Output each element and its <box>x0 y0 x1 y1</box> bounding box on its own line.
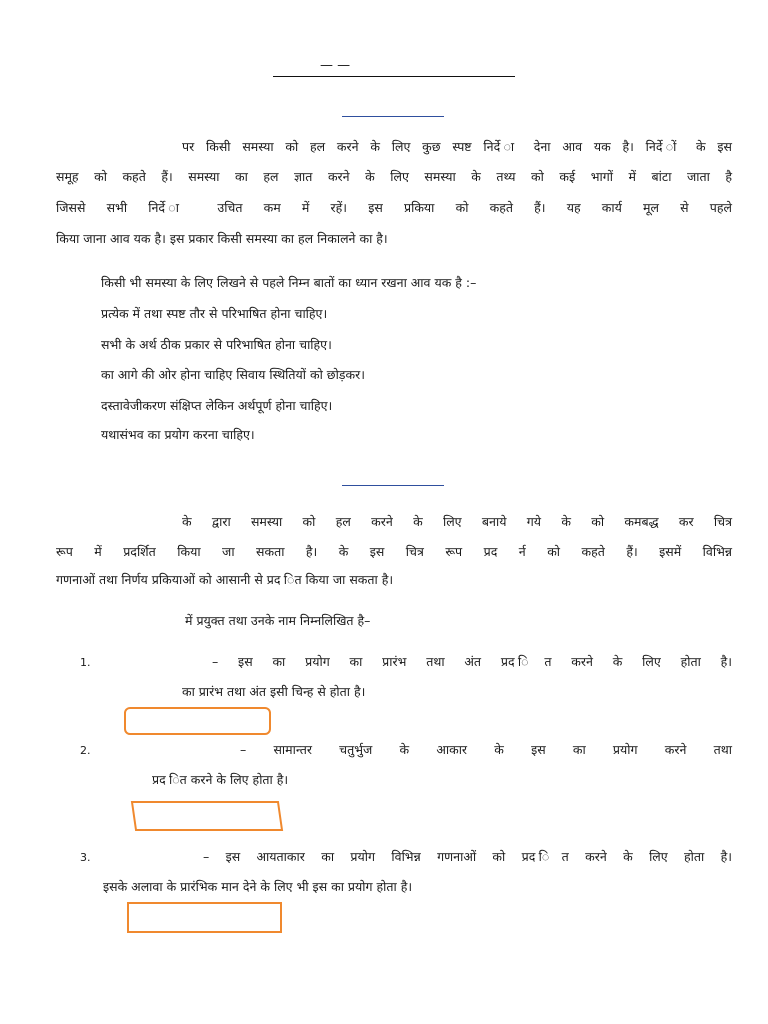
item-number: 1. <box>80 656 91 669</box>
item-number: 3. <box>80 851 91 864</box>
section2-heading-underline <box>342 485 444 486</box>
section1-list-item: यथासंभव का प्रयोग करना चाहिए। <box>101 427 255 442</box>
section1-list-item: किसी भी समस्या के लिए लिखने से पहले निम्न बातों का ध्यान रखना आव यक है :– <box>101 275 477 290</box>
section2-para-line-3: गणनाओं तथा निर्णय प्रकियाओं को आसानी से प्रद ित किया जा सकता है। <box>56 572 394 587</box>
section1-list-item: सभी के अर्थ ठीक प्रकार से परिभाषित होना चाहिए। <box>101 337 332 352</box>
terminal-shape-rounded-rectangle <box>124 707 271 735</box>
item-3-line-1: – इस आयताकार का प्रयोग विभिन्न गणनाओं को प्रद ित करने के लिए होता है। <box>203 849 732 864</box>
section1-para-line-4: किया जाना आव यक है। इस प्रकार किसी समस्या का हल निकालने का है। <box>56 231 388 246</box>
section2-intro: में प्रयुक्त तथा उनके नाम निम्नलिखित है– <box>185 613 371 628</box>
section1-list-item: प्रत्येक में तथा स्पष्ट तौर से परिभाषित होना चाहिए। <box>101 306 328 321</box>
section2-para-line-1: के द्वारा समस्या को हल करने के लिए बनाये गये के को कमबद्ध कर चित्र <box>182 514 732 529</box>
section1-list-item: दस्तावेजीकरण संक्षिप्त लेकिन अर्थपूर्ण होना चाहिए। <box>101 398 333 413</box>
item-3-line-2: इसके अलावा के प्रारंभिक मान देने के लिए भी इस का प्रयोग होता है। <box>103 879 413 894</box>
section1-list-item: का आगे की ओर होना चाहिए सिवाय स्थितियों को छोड़कर। <box>101 367 365 382</box>
section1-para-line-3: जिससे सभी निर्दे ा उचित कम में रहें। इस प्रकिया को कहते हैं। यह कार्य मूल से पहले <box>56 200 732 215</box>
item-1-line-2: का प्रारंभ तथा अंत इसी चिन्ह से होता है। <box>182 684 366 699</box>
section1-para-line-1: पर किसी समस्या को हल करने के लिए कुछ स्पष्ट निर्दे ा देना आव यक है। निर्दे ों के इस <box>182 139 732 154</box>
process-shape-rectangle <box>127 902 282 933</box>
title-underline <box>273 76 515 77</box>
item-1-line-1: – इस का प्रयोग का प्रारंभ तथा अंत प्रद ित करने के लिए होता है। <box>212 654 732 669</box>
section2-para-line-2: रूप में प्रदर्शित किया जा सकता है। के इस चित्र रूप प्रद र्न को कहते हैं। इसमें विभिन्न <box>56 544 732 559</box>
section1-heading-underline <box>342 116 444 117</box>
item-number: 2. <box>80 744 91 757</box>
title-dashes: — — <box>320 58 351 73</box>
input-output-shape-parallelogram <box>126 800 286 832</box>
item-2-line-1: – सामान्तर चतुर्भुज के आकार के इस का प्रयोग करने तथा <box>240 742 732 757</box>
item-2-line-2: प्रद ित करने के लिए होता है। <box>152 772 289 787</box>
section1-para-line-2: समूह को कहते हैं। समस्या का हल ज्ञात करने के लिए समस्या के तथ्य को कई भागों में बांटा जाता है <box>56 169 732 184</box>
